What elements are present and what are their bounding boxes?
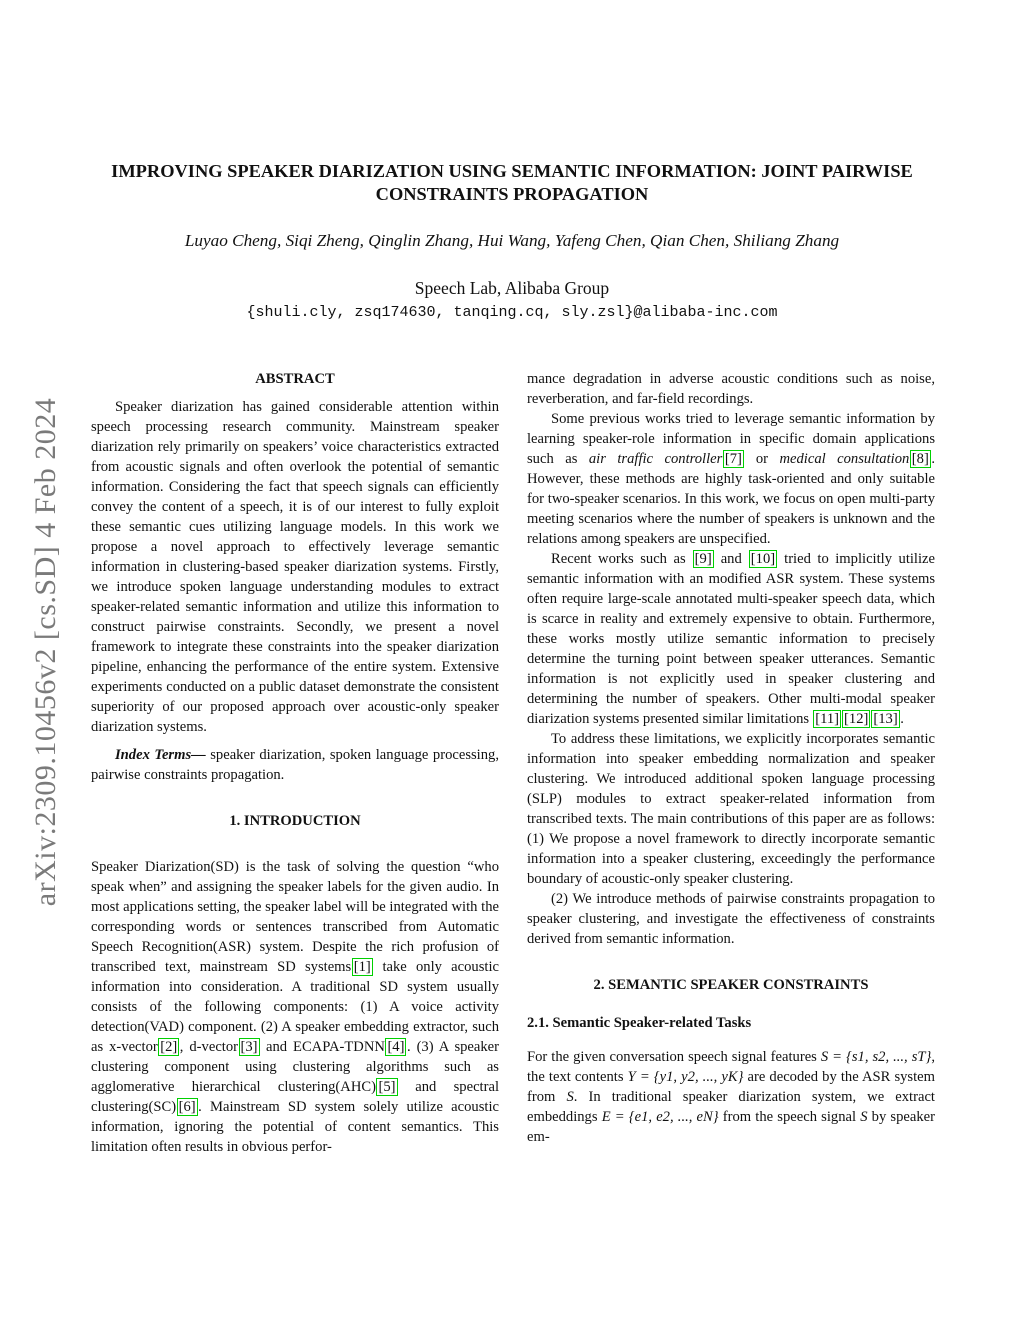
intro-heading: 1. INTRODUCTION bbox=[229, 813, 361, 829]
author-list: Luyao Cheng, Siqi Zheng, Qinglin Zhang, Hui Wang, Yafeng Chen, Qian Chen, Shiliang Zhang bbox=[184, 231, 840, 250]
intro-paragraph-5: (2) We introduce methods of pairwise constraints propagation to speaker clustering, and investigate the effectiveness of constraints derived from semantic information. bbox=[527, 891, 935, 947]
abstract-heading: ABSTRACT bbox=[255, 371, 335, 387]
index-terms-text: speaker diarization, spoken language processing, pairwise constraints propagation. bbox=[91, 747, 499, 783]
arxiv-sidebar-id: arXiv:2309.10456v2 [cs.SD] 4 Feb 2024 bbox=[29, 397, 62, 907]
affiliation: Speech Lab, Alibaba Group bbox=[414, 278, 610, 298]
citation-link[interactable]: [13] bbox=[873, 711, 898, 727]
citation-link[interactable]: [10] bbox=[750, 551, 776, 567]
section-2-paragraph: For the given conversation speech signal features S = {s1, s2, ..., sT}, the text contents Y = {y1, y2, ..., yK} are decoded by the ASR system from S. In traditional speaker diarization system, we extract embeddings E = {e1, e2, ..., eN} from the speech signal S by speaker em- bbox=[527, 1049, 935, 1145]
right-column bbox=[527, 369, 935, 1147]
paper-title: IMPROVING SPEAKER DIARIZATION USING SEMANTIC INFORMATION: JOINT PAIRWISE CONSTRAINTS PROPAGATION bbox=[111, 161, 913, 204]
citation-link[interactable]: [9] bbox=[694, 551, 712, 567]
intro-paragraph-1-continued: mance degradation in adverse acoustic conditions such as noise, reverberation, and far-field recordings. bbox=[527, 371, 935, 407]
citation-link[interactable]: [6] bbox=[178, 1099, 196, 1115]
citation-link[interactable]: [5] bbox=[378, 1079, 396, 1095]
citation-link[interactable]: [7] bbox=[724, 451, 742, 467]
citation-link[interactable]: [1] bbox=[353, 959, 371, 975]
intro-paragraph-3: Recent works such as [9] and [10] tried to implicitly utilize semantic information with an modified ASR system. These systems often require large-scale annotated multi-speaker speech data, which is scarce in reality and extremely expensive to obtain. Furthermore, these works mostly utilize semantic information to precisely determine the turning point between speaker utterances. Semantic information is not explicitly used in speaker clustering and determining the number of speakers. Other multi-modal speaker diarization systems presented similar limitations [11] [12] [13] . bbox=[527, 551, 935, 727]
citation-link[interactable]: [12] bbox=[844, 711, 869, 727]
citation-link[interactable]: [4] bbox=[387, 1039, 405, 1055]
citation-link[interactable]: [2] bbox=[160, 1039, 178, 1055]
citation-link[interactable]: [3] bbox=[240, 1039, 258, 1055]
intro-paragraph-1: Speaker Diarization(SD) is the task of solving the question “who speak when” and assigning the speaker labels for the given audio. In most applications setting, the speaker label will be integrated with the corresponding words or sentences transcribed from Automatic Speech Recognition(ASR) system. Despite the rich profusion of transcribed text, mainstream SD systems [1] take only acoustic information into consideration. A traditional SD system usually consists of the following components: (1) A voice activity detection(VAD) component. (2) A speaker embedding extractor, such as x-vector [2] , d-vector [3] and ECAPA-TDNN [4] . (3) A speaker clustering component using clustering algorithms such as agglomerative hierarchical clustering(AHC) [5] and spectral clustering(SC) [6] . Mainstream SD system solely utilize acoustic information, ignoring the potential of content semantics. This limitation often results in obvious perfor- bbox=[91, 859, 500, 1155]
section-2-heading: 2. SEMANTIC SPEAKER CONSTRAINTS bbox=[593, 977, 869, 993]
index-terms bbox=[91, 745, 499, 785]
citation-link[interactable]: [11] bbox=[815, 711, 840, 727]
author-emails: {shuli.cly, zsq174630, tanqing.cq, sly.zsl}@alibaba-inc.com bbox=[246, 304, 778, 321]
intro-paragraph-4: To address these limitations, we explicitly incorporates semantic information into speaker embedding normalization and speaker clustering. We introduced additional spoken language processing (SLP) modules to extract speaker-related information from transcribed texts. The main contributions of this paper are as follows: (1) We propose a novel framework to directly incorporate semantic information into a speaker clustering, exceedingly the performance boundary of acoustic-only speaker clustering. bbox=[527, 731, 935, 887]
intro-paragraph-2: Some previous works tried to leverage semantic information by learning speaker-role information in specific domain applications such as air traffic controller [7] or medical consultation [8] . However, these methods are highly task-oriented and only suitable for two-speaker scenarios. In this work, we focus on open multi-party meeting scenarios where the number of speakers is unknown and the relations among speakers are unspecified. bbox=[527, 411, 935, 547]
left-column bbox=[91, 369, 499, 1157]
index-terms-label: Index Terms— bbox=[115, 747, 206, 763]
subsection-2-1-heading: 2.1. Semantic Speaker-related Tasks bbox=[527, 1015, 752, 1031]
citation-link[interactable]: [8] bbox=[911, 451, 929, 467]
abstract-text: Speaker diarization has gained considerable attention within speech processing research community. Mainstream speaker diarization rely primarily on speakers’ voice characteristics extracted from acoustic signals and often overlook the potential of semantic information. Considering the fact that speech signals can efficiently convey the content of a speech, it is of our interest to fully exploit these semantic cues utilizing language models. In this work we propose a novel approach to effectively leverage semantic information in clustering-based speaker diarization systems. Firstly, we introduce spoken language understanding modules to extract speaker-related semantic information and utilize this information to construct pairwise constraints. Secondly, we present a novel framework to integrate these constraints into the speaker diarization pipeline, enhancing the performance of the entire system. Extensive experiments conducted on a public dataset demonstrate the consistent superiority of our proposed approach over acoustic-only speaker diarization systems. bbox=[91, 399, 499, 735]
